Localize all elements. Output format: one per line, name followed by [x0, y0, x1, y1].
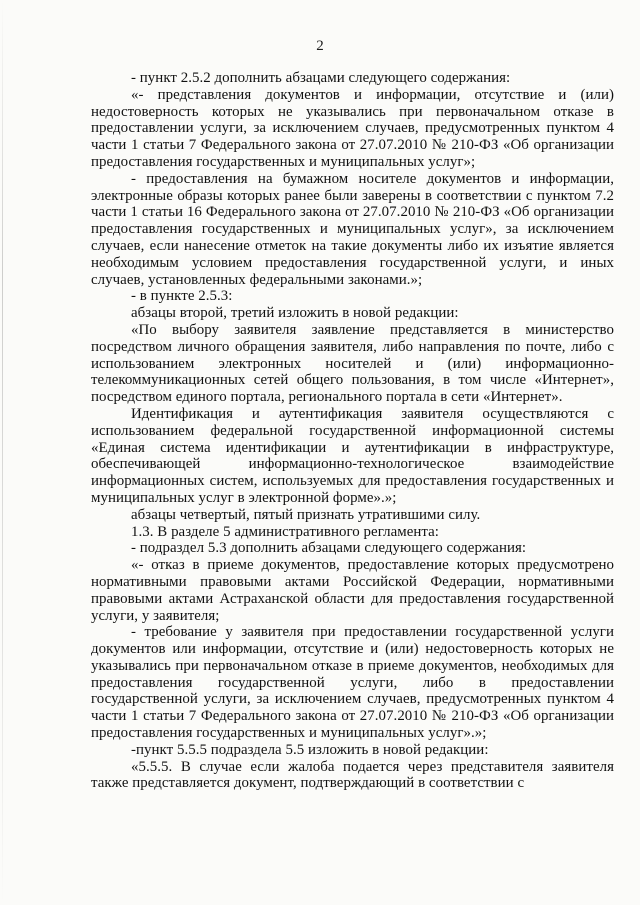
paragraph-in-2-5-3: - в пункте 2.5.3: [131, 288, 233, 305]
paragraph-paper-documents: - предоставления на бумажном носителе документов и информации, электронные образы которых ранее были заверены в соответствии с пунктом 7.2 части 1 статьи 16 Федерального закона от 27.07.2010 № 210-ФЗ «Об организации предоставления государственных и муниципальных услуг», за исключением случаев, если нанесение отметок на такие документы либо их изъятие является необходимым условием предоставления государственной услуги, и иных случаев, установленных федеральными законами.»; [91, 170, 614, 288]
paragraph-repeal: абзацы четвертый, пятый признать утратившими силу. [131, 506, 481, 523]
paragraph-new-wording: абзацы второй, третий изложить в новой редакции: [131, 305, 459, 322]
paragraph-identification: Идентификация и аутентификация заявителя осуществляются с использованием федеральной государственной информационной системы «Единая система идентификации и аутентификации в инфраструктуре, обеспечивающей информационно-технологическое взаимодействие информационных систем, используемых для предоставления государственных и муниципальных услуг в электронной форме».»; [91, 405, 614, 506]
paragraph-amend-2-5-2: - пункт 2.5.2 дополнить абзацами следующего содержания: [131, 70, 511, 86]
paragraph-documents-not-indicated: «- представления документов и информации, отсутствие и (или) недостоверность которых не указывались при первоначальном отказе в предоставлении услуги, за исключением случаев, предусмотренных пунктом 4 части 1 статьи 7 Федерального закона от 27.07.2010 № 210-ФЗ «Об организации предоставления государственных и муниципальных услуг»; [91, 86, 614, 170]
paragraph-refusal-acceptance: «- отказ в приеме документов, предоставление которых предусмотрено нормативными правовыми актами Российской Федерации, нормативными правовыми актами Астраханской области для предоставления государственной услуги, у заявителя; [91, 557, 614, 624]
paragraph-requirement-documents: - требование у заявителя при предоставлении государственной услуги документов или информации, отсутствие и (или) недостоверность которых не указывались при первоначальном отказе в приеме документов, необходимых для предоставления государственной услуги, либо в предоставлении государственной услуги, за исключением случаев, предусмотренных пунктом 4 части 1 статьи 7 Федерального закона от 27.07.2010 № 210-ФЗ «Об организации предоставления государственных и муниципальных услуг».»; [91, 624, 614, 742]
scan-edge [2, 0, 3, 905]
paragraph-subsection-5-3: - подраздел 5.3 дополнить абзацами следующего содержания: [131, 540, 527, 557]
paragraph-representative: «5.5.5. В случае если жалоба подается через представителя заявителя также представляется документ, подтверждающий в соответствии с [91, 758, 614, 792]
page-number: 2 [316, 38, 324, 54]
paragraph-submission-methods: «По выбору заявителя заявление представляется в министерство посредством личного обращения заявителя, либо направления по почте, либо с использованием электронных носителей и (или) информационно-телекоммуникационных сетей общего пользования, в том числе «Интернет», посредством единого портала, регионального портала в сети «Интернет». [91, 321, 614, 406]
document-body [91, 70, 614, 792]
paragraph-section-5: 1.3. В разделе 5 административного регламента: [131, 523, 439, 540]
paragraph-item-5-5-5: -пункт 5.5.5 подраздела 5.5 изложить в новой редакции: [131, 741, 489, 758]
